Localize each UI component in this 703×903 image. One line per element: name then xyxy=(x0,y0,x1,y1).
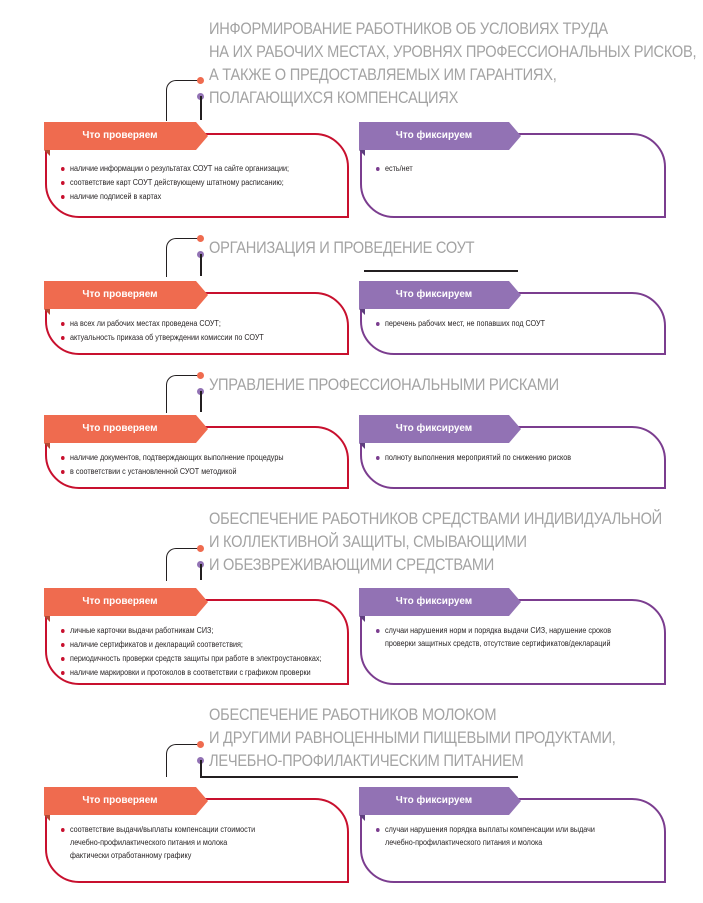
record-box xyxy=(360,596,666,685)
title-line: УПРАВЛЕНИЕ ПРОФЕССИОНАЛЬНЫМИ РИСКАМИ xyxy=(209,375,559,394)
list-item: случаи нарушения порядка выплаты компенсации или выдачи xyxy=(376,824,626,836)
record-box xyxy=(360,795,666,883)
record-label: Что фиксируем xyxy=(359,787,509,815)
check-box xyxy=(45,795,349,883)
record-label: Что фиксируем xyxy=(359,588,509,616)
check-box xyxy=(45,596,349,685)
check-label: Что проверяем xyxy=(44,588,196,616)
connector-line xyxy=(200,96,202,120)
connector-line xyxy=(200,564,202,580)
connector-dot xyxy=(197,545,204,552)
list-item: на всех ли рабочих местах проведена СОУТ; xyxy=(61,318,309,330)
record-label: Что фиксируем xyxy=(359,415,509,443)
check-list xyxy=(61,318,337,346)
connector-line xyxy=(166,238,201,277)
title-line: А ТАКЖЕ О ПРЕДОСТАВЛЯЕМЫХ ИМ ГАРАНТИЯХ, xyxy=(209,65,557,84)
list-item: наличие сертификатов и деклараций соответствия; xyxy=(61,639,309,651)
title-line: ПОЛАГАЮЩИХСЯ КОМПЕНСАЦИЯХ xyxy=(209,88,459,107)
check-list xyxy=(61,163,337,205)
list-item: наличие подписей в картах xyxy=(61,191,309,203)
check-box xyxy=(45,130,349,218)
record-list xyxy=(376,318,654,332)
connector-line xyxy=(364,270,518,272)
list-item: наличие документов, подтверждающих выполнение процедуры xyxy=(61,452,309,464)
record-box xyxy=(360,130,666,218)
record-list xyxy=(376,824,654,851)
list-item: соответствие выдачи/выплаты компенсации стоимости xyxy=(61,824,309,836)
connector-line xyxy=(166,744,201,777)
section-title xyxy=(209,17,696,109)
check-label: Что проверяем xyxy=(44,787,196,815)
check-label: Что проверяем xyxy=(44,281,196,309)
section-title xyxy=(209,236,474,259)
list-item: периодичность проверки средств защиты при работе в электроустановках; xyxy=(61,653,309,665)
check-label: Что проверяем xyxy=(44,122,196,150)
title-line: И ОБЕЗВРЕЖИВАЮЩИМИ СРЕДСТВАМИ xyxy=(209,555,495,574)
connector-line xyxy=(166,80,201,121)
title-line: ОРГАНИЗАЦИЯ И ПРОВЕДЕНИЕ СОУТ xyxy=(209,238,475,257)
record-label: Что фиксируем xyxy=(359,122,509,150)
check-list xyxy=(61,824,337,864)
check-box xyxy=(45,423,349,489)
record-label: Что фиксируем xyxy=(359,281,509,309)
connector-dot xyxy=(197,235,204,242)
title-line: И ДРУГИМИ РАВНОЦЕННЫМИ ПИЩЕВЫМИ ПРОДУКТАМИ, xyxy=(209,728,616,747)
title-line: ОБЕСПЕЧЕНИЕ РАБОТНИКОВ МОЛОКОМ xyxy=(209,705,497,724)
list-item: в соответствии с установленной СУОТ методикой xyxy=(61,466,309,478)
list-item: личные карточки выдачи работникам СИЗ; xyxy=(61,625,309,637)
connector-line xyxy=(166,548,201,581)
connector-dot xyxy=(197,77,204,84)
title-line: ОБЕСПЕЧЕНИЕ РАБОТНИКОВ СРЕДСТВАМИ ИНДИВИДУАЛЬНОЙ xyxy=(209,509,662,528)
check-list xyxy=(61,625,337,681)
list-item-continuation: лечебно-профилактического питания и молока xyxy=(70,838,228,847)
record-list xyxy=(376,163,654,177)
record-box xyxy=(360,289,666,355)
list-item: соответствие карт СОУТ действующему штатному расписанию; xyxy=(61,177,309,189)
title-line: И КОЛЛЕКТИВНОЙ ЗАЩИТЫ, СМЫВАЮЩИМИ xyxy=(209,532,527,551)
connector-line xyxy=(200,391,202,412)
check-label: Что проверяем xyxy=(44,415,196,443)
list-item: наличие информации о результатах СОУТ на сайте организации; xyxy=(61,163,309,175)
record-list xyxy=(376,452,654,466)
connector-line xyxy=(200,254,202,276)
title-line: ИНФОРМИРОВАНИЕ РАБОТНИКОВ ОБ УСЛОВИЯХ ТРУДА xyxy=(209,19,608,38)
check-list xyxy=(61,452,337,480)
list-item: полноту выполнения мероприятий по снижению рисков xyxy=(376,452,626,464)
connector-dot xyxy=(197,741,204,748)
list-item-continuation: фактически отработанному графику xyxy=(70,851,192,860)
connector-line xyxy=(200,760,202,776)
title-line: НА ИХ РАБОЧИХ МЕСТАХ, УРОВНЯХ ПРОФЕССИОНАЛЬНЫХ РИСКОВ, xyxy=(209,42,697,61)
connector-line xyxy=(166,375,201,413)
list-item-continuation: проверки защитных средств, отсутствие сертификатов/деклараций xyxy=(385,639,611,648)
list-item: случаи нарушения норм и порядка выдачи СИЗ, нарушение сроков xyxy=(376,625,626,637)
list-item: актуальность приказа об утверждении комиссии по СОУТ xyxy=(61,332,309,344)
list-item: есть/нет xyxy=(376,163,626,175)
list-item: наличие маркировки и протоколов в соответствии с графиком проверки xyxy=(61,667,309,679)
section-title xyxy=(209,373,559,396)
section-title xyxy=(209,703,616,772)
title-line: ЛЕЧЕБНО-ПРОФИЛАКТИЧЕСКИМ ПИТАНИЕМ xyxy=(209,751,524,770)
check-box xyxy=(45,289,349,355)
record-list xyxy=(376,625,654,652)
section-title xyxy=(209,507,662,576)
list-item-continuation: лечебно-профилактического питания и молока xyxy=(385,838,543,847)
connector-line xyxy=(200,776,518,778)
record-box xyxy=(360,423,666,489)
list-item: перечень рабочих мест, не попавших под СОУТ xyxy=(376,318,626,330)
connector-dot xyxy=(197,372,204,379)
